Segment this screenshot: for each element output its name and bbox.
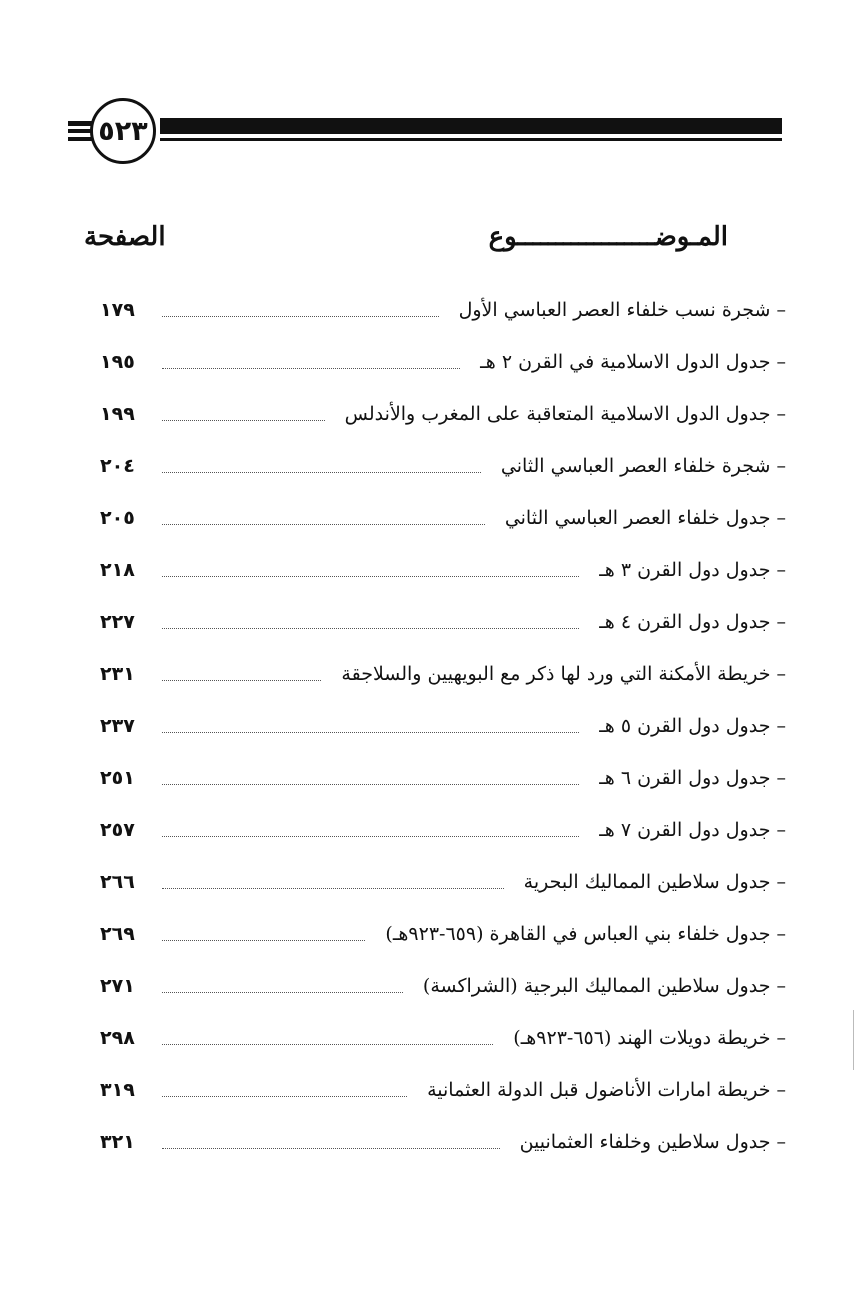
toc-entry-page: ٢١٨ bbox=[100, 559, 135, 581]
toc-entry[interactable] bbox=[0, 758, 854, 798]
toc-entry[interactable] bbox=[0, 966, 854, 1006]
page-number: ٥٢٣ bbox=[90, 98, 156, 164]
toc-entry[interactable] bbox=[0, 290, 854, 330]
toc-entry-page: ٢٥٧ bbox=[100, 819, 135, 841]
dot-leader bbox=[162, 784, 579, 785]
toc-entry-title: – جدول دول القرن ٥ هـ bbox=[599, 715, 786, 737]
toc-entry[interactable] bbox=[0, 342, 854, 382]
dot-leader bbox=[162, 524, 485, 525]
toc-entry[interactable] bbox=[0, 706, 854, 746]
toc-entry-title: – جدول الدول الاسلامية المتعاقبة على المغرب والأندلس bbox=[344, 403, 786, 425]
toc-entry-title: – خريطة الأمكنة التي ورد لها ذكر مع البويهيين والسلاجقة bbox=[341, 663, 786, 685]
toc-entry-page: ١٩٩ bbox=[100, 403, 135, 425]
dot-leader bbox=[162, 1096, 407, 1097]
toc-entry[interactable] bbox=[0, 862, 854, 902]
toc-entry-page: ٢٠٥ bbox=[100, 507, 135, 529]
toc-entry[interactable] bbox=[0, 914, 854, 954]
toc-entry[interactable] bbox=[0, 498, 854, 538]
dot-leader bbox=[162, 1044, 493, 1045]
toc-entry-page: ٢٥١ bbox=[100, 767, 135, 789]
toc-entry-title: – جدول دول القرن ٧ هـ bbox=[599, 819, 786, 841]
dot-leader bbox=[162, 888, 504, 889]
toc-entry-title: – جدول خلفاء العصر العباسي الثاني bbox=[504, 507, 786, 529]
toc-entry[interactable] bbox=[0, 394, 854, 434]
toc-entry-title: – جدول سلاطين المماليك البحرية bbox=[523, 871, 786, 893]
toc-entry-title: – جدول دول القرن ٣ هـ bbox=[599, 559, 786, 581]
dot-leader bbox=[162, 420, 325, 421]
toc-entry[interactable] bbox=[0, 1070, 854, 1110]
toc-entry-title: – خريطة دويلات الهند (٦٥٦-٩٢٣هـ) bbox=[513, 1027, 786, 1049]
toc-entry-title: – شجرة نسب خلفاء العصر العباسي الأول bbox=[458, 299, 786, 321]
dot-leader bbox=[162, 992, 403, 993]
toc-entry[interactable] bbox=[0, 602, 854, 642]
toc-entry[interactable] bbox=[0, 810, 854, 850]
toc-entry-page: ١٧٩ bbox=[100, 299, 135, 321]
toc-entry-title: – خريطة امارات الأناضول قبل الدولة العثمانية bbox=[427, 1079, 786, 1101]
toc-entry-title: – جدول سلاطين المماليك البرجية (الشراكسة) bbox=[422, 975, 786, 997]
header-rule-thin bbox=[160, 138, 782, 141]
toc-entry-page: ٢٧١ bbox=[100, 975, 135, 997]
toc-entry-page: ٢٣٧ bbox=[100, 715, 135, 737]
toc-entry-page: ٢٦٦ bbox=[100, 871, 135, 893]
dot-leader bbox=[162, 732, 579, 733]
dot-leader bbox=[162, 680, 321, 681]
dot-leader bbox=[162, 1148, 500, 1149]
toc-entry[interactable] bbox=[0, 550, 854, 590]
dot-leader bbox=[162, 472, 481, 473]
dot-leader bbox=[162, 576, 579, 577]
dot-leader bbox=[162, 316, 439, 317]
toc-entry-page: ٢٢٧ bbox=[100, 611, 135, 633]
toc-entry-page: ٢٩٨ bbox=[100, 1027, 135, 1049]
toc-entry-title: – جدول خلفاء بني العباس في القاهرة (٦٥٩-٩٢٣هـ) bbox=[385, 923, 786, 945]
toc-entry-page: ١٩٥ bbox=[100, 351, 135, 373]
toc-entry-title: – جدول سلاطين وخلفاء العثمانيين bbox=[519, 1131, 786, 1153]
toc-entry-title: – جدول الدول الاسلامية في القرن ٢ هـ bbox=[480, 351, 786, 373]
dot-leader bbox=[162, 836, 579, 837]
toc-entry[interactable] bbox=[0, 446, 854, 486]
dot-leader bbox=[162, 628, 579, 629]
toc-entry-title: – شجرة خلفاء العصر العباسي الثاني bbox=[500, 455, 786, 477]
topic-column-header: المـوضــــــــــــــــــوع bbox=[488, 222, 728, 252]
toc-entry-page: ٣١٩ bbox=[100, 1079, 135, 1101]
toc-entry[interactable] bbox=[0, 654, 854, 694]
page-header bbox=[0, 0, 854, 200]
toc-entry[interactable] bbox=[0, 1018, 854, 1058]
toc-entry-page: ٢٠٤ bbox=[100, 455, 135, 477]
dot-leader bbox=[162, 368, 460, 369]
toc-entry-page: ٣٢١ bbox=[100, 1131, 135, 1153]
header-rule-thick bbox=[160, 118, 782, 134]
toc-entry-title: – جدول دول القرن ٦ هـ bbox=[599, 767, 786, 789]
toc-entry-page: ٢٦٩ bbox=[100, 923, 135, 945]
dot-leader bbox=[162, 940, 365, 941]
page-column-header: الصفحة bbox=[84, 222, 166, 252]
toc-entry[interactable] bbox=[0, 1122, 854, 1162]
toc-entry-page: ٢٣١ bbox=[100, 663, 135, 685]
toc-entry-title: – جدول دول القرن ٤ هـ bbox=[599, 611, 786, 633]
